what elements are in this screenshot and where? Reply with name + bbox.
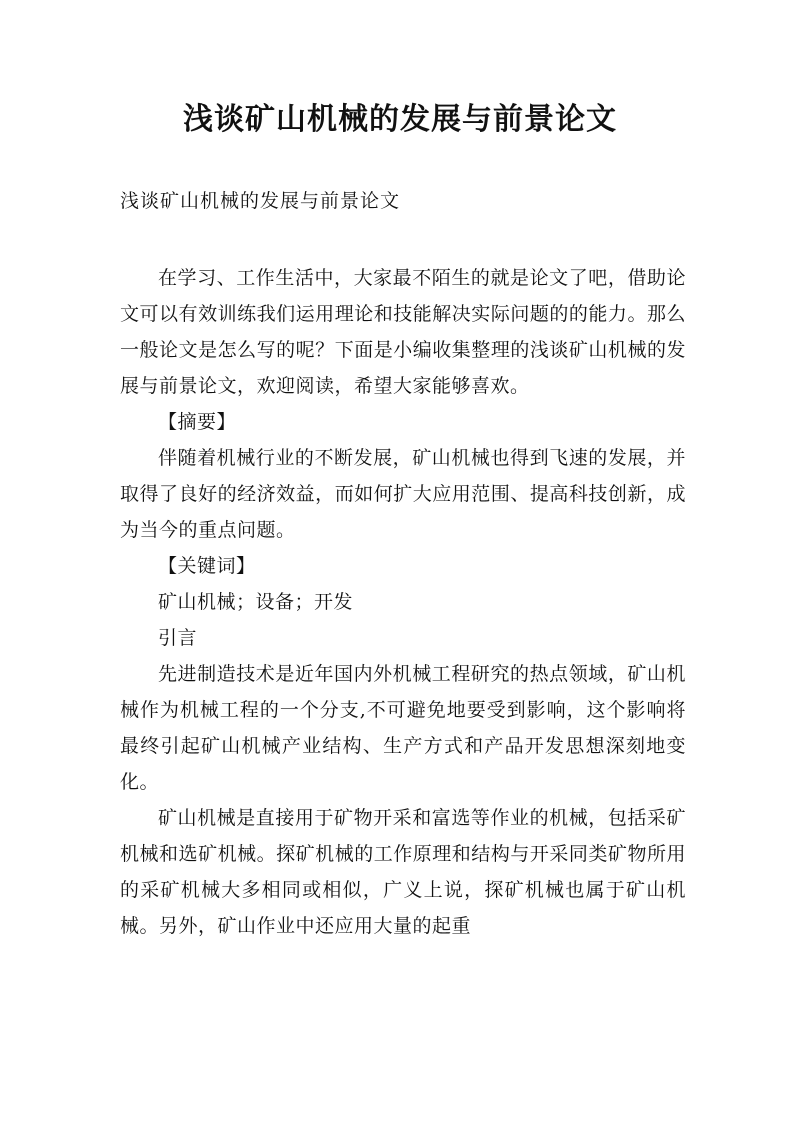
document-title: 浅谈矿山机械的发展与前景论文 [183, 102, 617, 137]
body-paragraph-2: 矿山机械是直接用于矿物开采和富选等作业的机械，包括采矿机械和选矿机械。探矿机械的工作原理和结构与开采同类矿物所用的采矿机械大多相同或相似，广义上说，探矿机械也属于矿山机械。另外，矿山作业中还应用大量的起重 [120, 807, 686, 937]
intro-paragraph: 在学习、工作生活中，大家最不陌生的就是论文了吧，借助论文可以有效训练我们运用理论和技能解决实际问题的的能力。那么一般论文是怎么写的呢？下面是小编收集整理的浅谈矿山机械的发展与前景论文，欢迎阅读，希望大家能够喜欢。 [120, 267, 686, 397]
keywords-text: 矿山机械；设备；开发 [158, 591, 354, 613]
abstract-heading: 【摘要】 [158, 411, 237, 433]
introduction-heading: 引言 [158, 627, 198, 649]
body-paragraph-1: 先进制造技术是近年国内外机械工程研究的热点领域，矿山机械作为机械工程的一个分支,不可避免地要受到影响，这个影响将最终引起矿山机械产业结构、生产方式和产品开发思想深刻地变化。 [120, 663, 686, 793]
document-body [120, 260, 686, 944]
document-subtitle: 浅谈矿山机械的发展与前景论文 [120, 190, 401, 212]
abstract-paragraph: 伴随着机械行业的不断发展，矿山机械也得到飞速的发展，并取得了良好的经济效益，而如何扩大应用范围、提高科技创新，成为当今的重点问题。 [120, 447, 686, 541]
keywords-heading: 【关键词】 [158, 555, 256, 577]
